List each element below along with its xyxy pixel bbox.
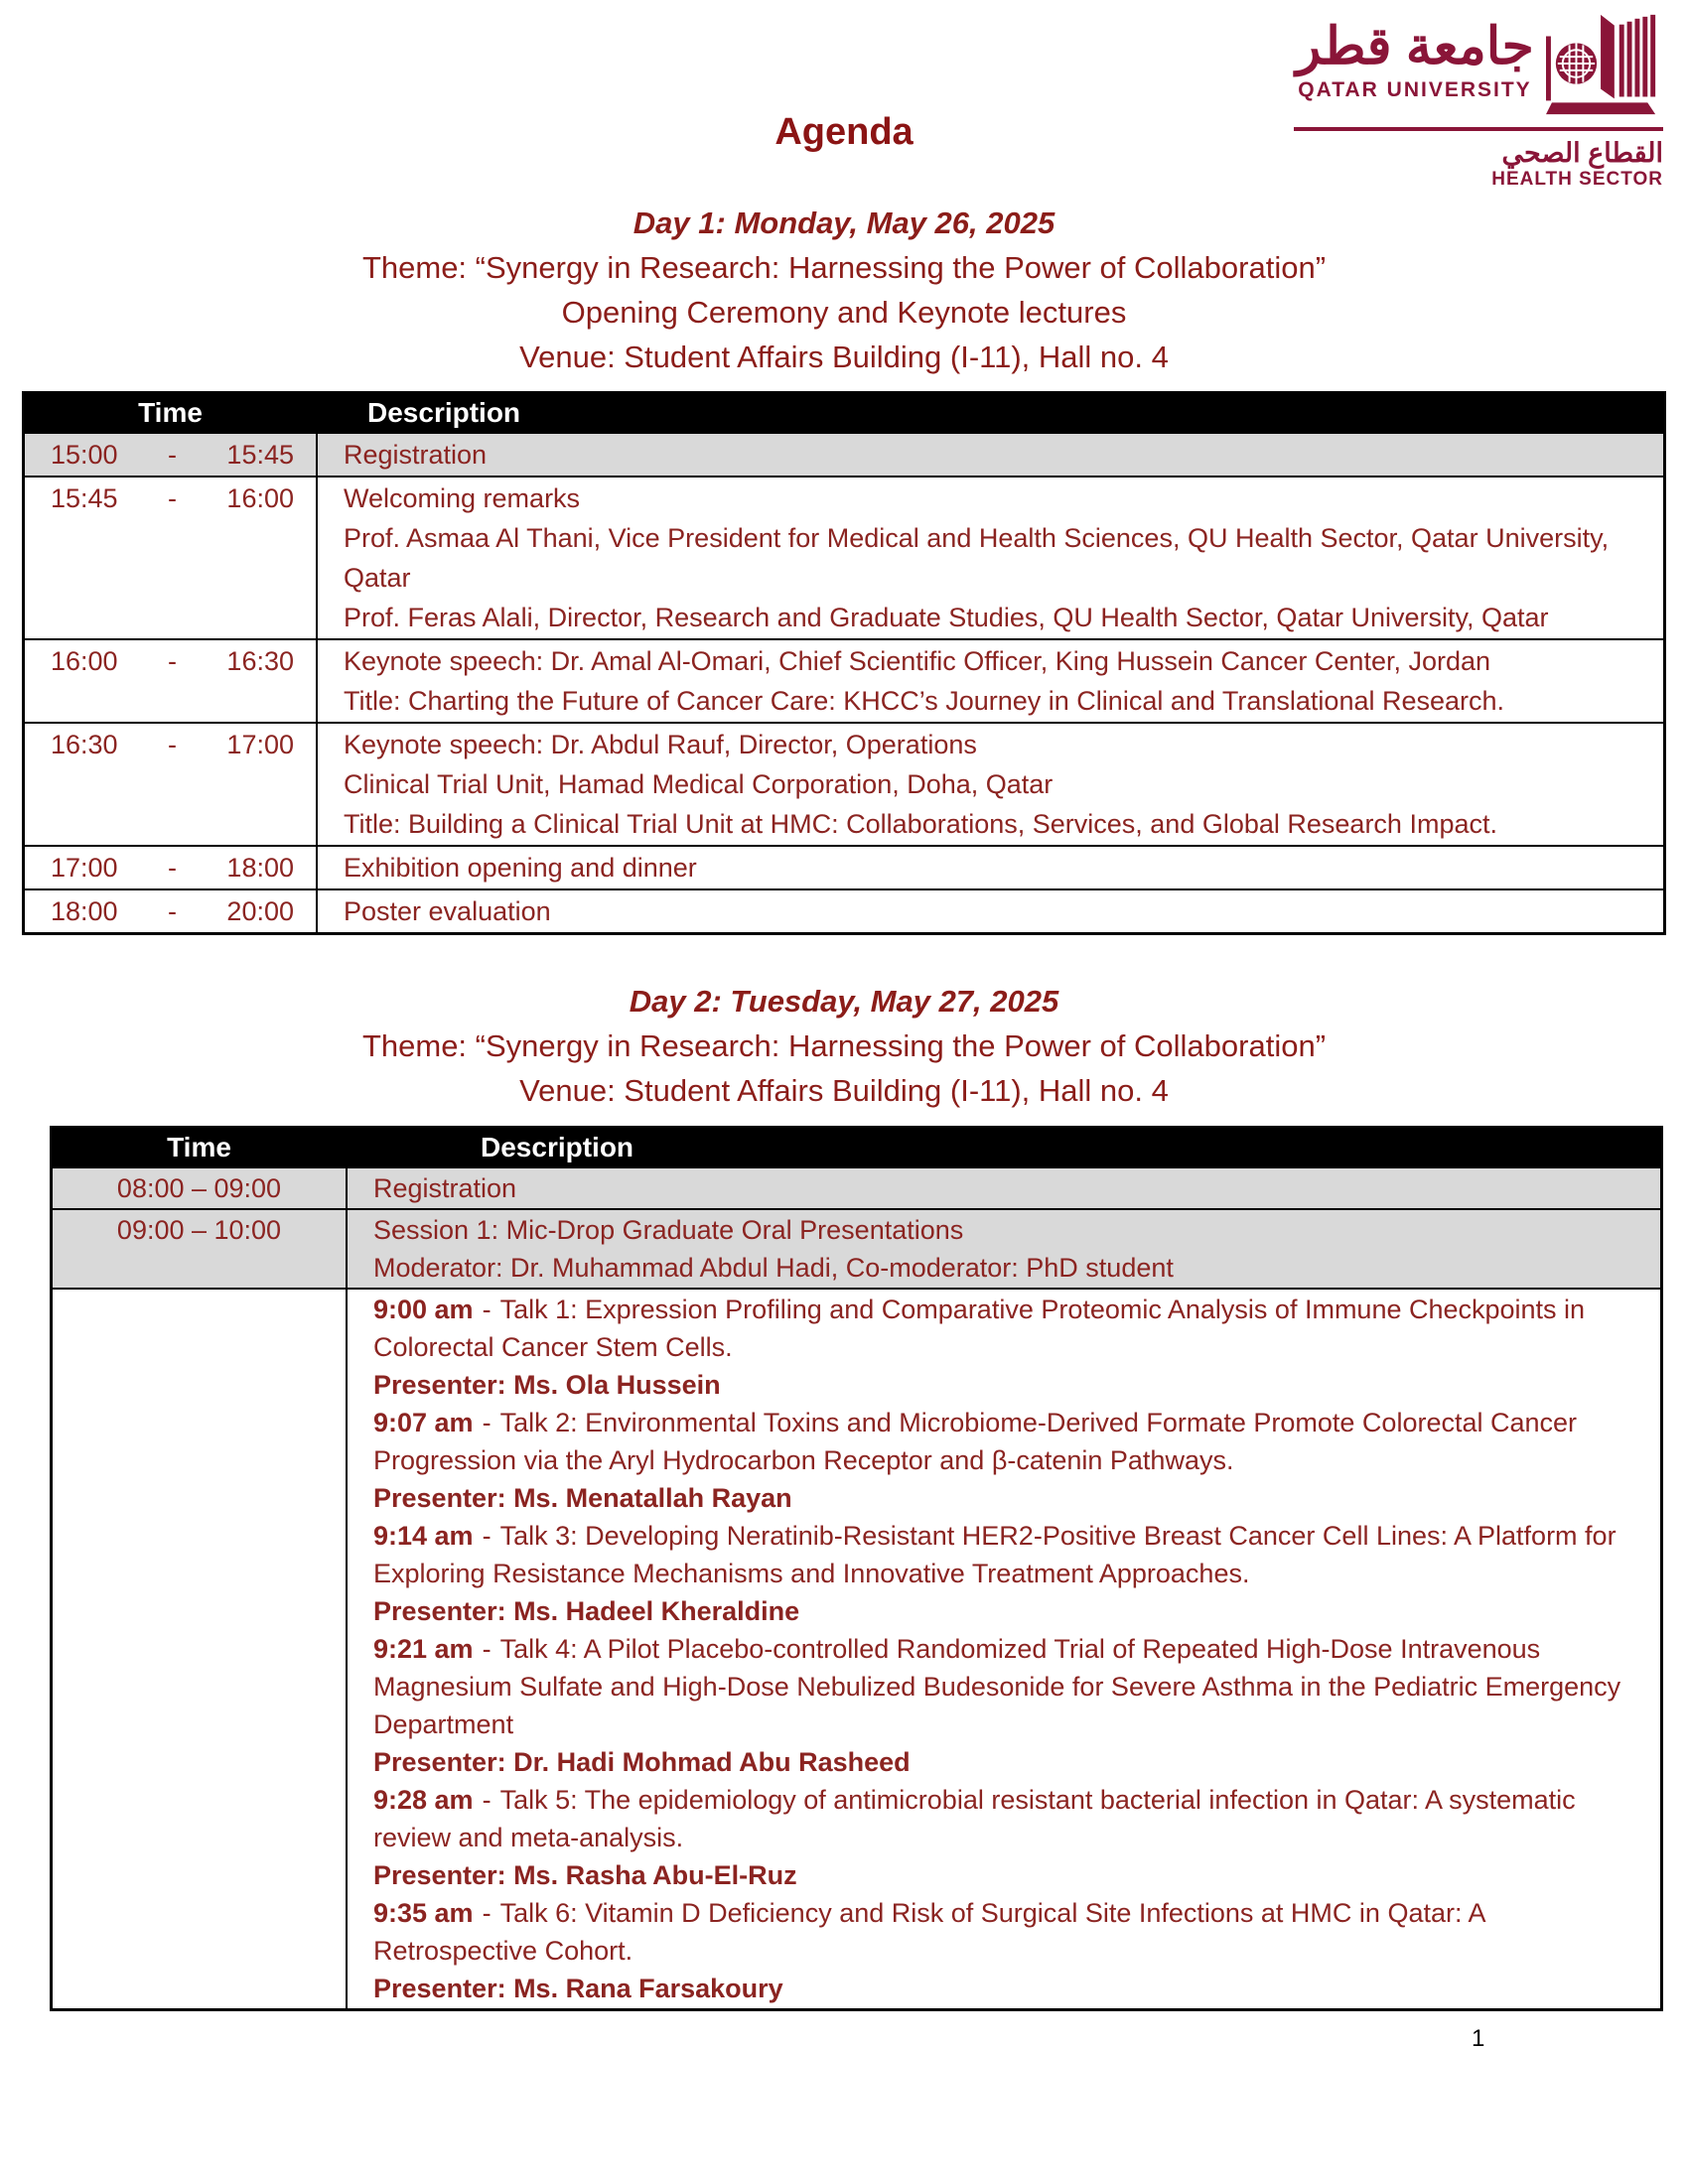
time-dash: -: [168, 646, 177, 676]
day2-agenda-table: [50, 1126, 1663, 2011]
time-dash: -: [168, 853, 177, 883]
time-end: 18:00: [226, 853, 294, 883]
talk-time: 9:07 am: [373, 1408, 474, 1437]
talk-title: Talk 1: Expression Profiling and Comparative Proteomic Analysis of Immune Checkpoints in Colorectal Cancer Stem Cells.: [373, 1295, 1586, 1362]
description-line: Session 1: Mic-Drop Graduate Oral Presentations: [373, 1215, 964, 1245]
talk-time: 9:21 am: [373, 1634, 474, 1664]
table-row: [52, 1209, 1662, 1289]
description-line: Prof. Asmaa Al Thani, Vice President for Medical and Health Sciences, QU Health Sector, Qatar University, Qatar: [344, 523, 1610, 593]
time-range: [25, 848, 316, 887]
talk-time: 9:28 am: [373, 1785, 474, 1815]
day1-subtitle: Opening Ceremony and Keynote lectures: [561, 295, 1127, 330]
time-dash: -: [168, 896, 177, 926]
day1-heading-block: [0, 201, 1688, 379]
time-dash: -: [168, 440, 177, 470]
health-sector-english: HEALTH SECTOR: [1491, 169, 1663, 191]
talk-entry: [373, 1404, 1640, 1479]
talk-presenter: Presenter: Ms. Menatallah Rayan: [373, 1483, 792, 1513]
description-line: Keynote speech: Dr. Abdul Rauf, Director, Operations: [344, 730, 977, 759]
time-range: [25, 478, 316, 518]
talk-separator: -: [482, 1634, 492, 1664]
table-row: [24, 477, 1665, 639]
talk-title: Talk 5: The epidemiology of antimicrobial resistant bacterial infection in Qatar: A systematic review and meta-analysis.: [373, 1785, 1576, 1852]
page-number: 1: [1472, 2025, 1485, 2052]
time-column-header: Time: [52, 1128, 348, 1168]
talk-separator: -: [482, 1408, 492, 1437]
time-end: 20:00: [226, 896, 294, 926]
qu-building-logo-icon: [1546, 14, 1663, 117]
talk-time: 9:35 am: [373, 1898, 474, 1928]
description-line: Registration: [344, 440, 488, 470]
talk-entry: [373, 1894, 1640, 1970]
time-start: 15:00: [51, 440, 118, 470]
description-line: Welcoming remarks: [344, 483, 581, 513]
time-range: [25, 641, 316, 681]
description-line: Registration: [373, 1173, 517, 1203]
time-end: 15:45: [226, 440, 294, 470]
day2-venue: Venue: Student Affairs Building (I-11), Hall no. 4: [519, 1073, 1169, 1108]
time-column-header: Time: [24, 393, 318, 434]
talk-entry: [373, 1291, 1640, 1366]
talk-time: 9:14 am: [373, 1521, 474, 1551]
description-column-header: Description: [347, 1128, 1662, 1168]
table-row: [24, 433, 1665, 477]
logo-divider: [1294, 127, 1663, 131]
time-start: 15:45: [51, 483, 118, 513]
time-dash: -: [168, 730, 177, 759]
health-sector-label: [1294, 137, 1663, 192]
university-name-arabic: جامعة قطر: [1296, 18, 1534, 75]
talk-separator: -: [482, 1898, 492, 1928]
time-start: 16:30: [51, 730, 118, 759]
time-range: [25, 725, 316, 764]
description-line: Prof. Feras Alali, Director, Research and Graduate Studies, QU Health Sector, Qatar University, Qatar: [344, 603, 1549, 632]
table-row: [24, 846, 1665, 889]
talk-entry: [373, 1630, 1640, 1743]
time-end: 17:00: [226, 730, 294, 759]
description-line: Title: Building a Clinical Trial Unit at HMC: Collaborations, Services, and Global Research Impact.: [344, 809, 1497, 839]
description-line: Clinical Trial Unit, Hamad Medical Corporation, Doha, Qatar: [344, 769, 1054, 799]
talk-presenter: Presenter: Dr. Hadi Mohmad Abu Rasheed: [373, 1747, 911, 1777]
talk-separator: -: [482, 1521, 492, 1551]
table-header-row: [52, 1128, 1662, 1168]
day1-agenda-table: [22, 391, 1666, 935]
day2-theme: Theme: “Synergy in Research: Harnessing the Power of Collaboration”: [361, 1028, 1327, 1063]
talk-entry: [373, 1517, 1640, 1592]
talk-separator: -: [482, 1785, 492, 1815]
day2-date-heading: Day 2: Tuesday, May 27, 2025: [629, 984, 1059, 1019]
talk-presenter: Presenter: Ms. Rana Farsakoury: [373, 1974, 783, 2003]
talk-presenter: Presenter: Ms. Hadeel Kheraldine: [373, 1596, 800, 1626]
talk-title: Talk 3: Developing Neratinib-Resistant HER2-Positive Breast Cancer Cell Lines: A Platform for Exploring Resistance Mechanisms and Innovative Treatment Approaches.: [373, 1521, 1617, 1588]
talk-title: Talk 6: Vitamin D Deficiency and Risk of Surgical Site Infections at HMC in Qatar: A Retrospective Cohort.: [373, 1898, 1484, 1966]
table-row: [24, 889, 1665, 934]
time-range: 08:00 – 09:00: [116, 1173, 282, 1203]
time-range: [25, 435, 316, 475]
day1-theme: Theme: “Synergy in Research: Harnessing the Power of Collaboration”: [361, 250, 1327, 285]
qatar-university-logo: [1294, 14, 1663, 192]
description-line: Poster evaluation: [344, 896, 551, 926]
empty-time-cell: [52, 1289, 348, 2010]
day1-venue: Venue: Student Affairs Building (I-11), Hall no. 4: [519, 340, 1169, 374]
table-header-row: [24, 393, 1665, 434]
health-sector-arabic: القطاع الصحي: [1501, 138, 1663, 168]
time-start: 18:00: [51, 896, 118, 926]
time-end: 16:00: [226, 483, 294, 513]
day1-date-heading: Day 1: Monday, May 26, 2025: [633, 205, 1055, 240]
talk-time: 9:00 am: [373, 1295, 474, 1324]
time-range: [25, 891, 316, 931]
time-end: 16:30: [226, 646, 294, 676]
time-range: 09:00 – 10:00: [116, 1215, 282, 1245]
logo-names: [1294, 14, 1536, 102]
table-row-talks: [52, 1289, 1662, 2010]
talk-presenter: Presenter: Ms. Ola Hussein: [373, 1370, 721, 1400]
table-row: [52, 1167, 1662, 1209]
time-start: 16:00: [51, 646, 118, 676]
time-dash: -: [168, 483, 177, 513]
talk-title: Talk 2: Environmental Toxins and Microbiome-Derived Formate Promote Colorectal Cancer Progression via the Aryl Hydrocarbon Receptor and β-catenin Pathways.: [373, 1408, 1578, 1475]
talk-separator: -: [482, 1295, 492, 1324]
logo-top-row: [1294, 14, 1663, 117]
description-column-header: Description: [317, 393, 1665, 434]
table-row: [24, 639, 1665, 723]
university-name-english: QATAR UNIVERSITY: [1298, 77, 1532, 101]
table-row: [24, 723, 1665, 846]
time-start: 17:00: [51, 853, 118, 883]
description-line: Exhibition opening and dinner: [344, 853, 697, 883]
talk-title: Talk 4: A Pilot Placebo-controlled Randomized Trial of Repeated High-Dose Intravenous Magnesium Sulfate and High-Dose Nebulized Budesonide for Severe Asthma in the Pediatric Emergency Department: [373, 1634, 1621, 1739]
description-line: Keynote speech: Dr. Amal Al-Omari, Chief Scientific Officer, King Hussein Cancer Center, Jordan: [344, 646, 1491, 676]
description-line: Moderator: Dr. Muhammad Abdul Hadi, Co-moderator: PhD student: [373, 1253, 1174, 1283]
description-line: Title: Charting the Future of Cancer Care: KHCC’s Journey in Clinical and Translational Research.: [344, 686, 1505, 716]
page-title: Agenda: [774, 111, 914, 153]
day2-heading-block: [0, 979, 1688, 1113]
talk-presenter: Presenter: Ms. Rasha Abu-El-Ruz: [373, 1860, 797, 1890]
talk-entry: [373, 1781, 1640, 1856]
